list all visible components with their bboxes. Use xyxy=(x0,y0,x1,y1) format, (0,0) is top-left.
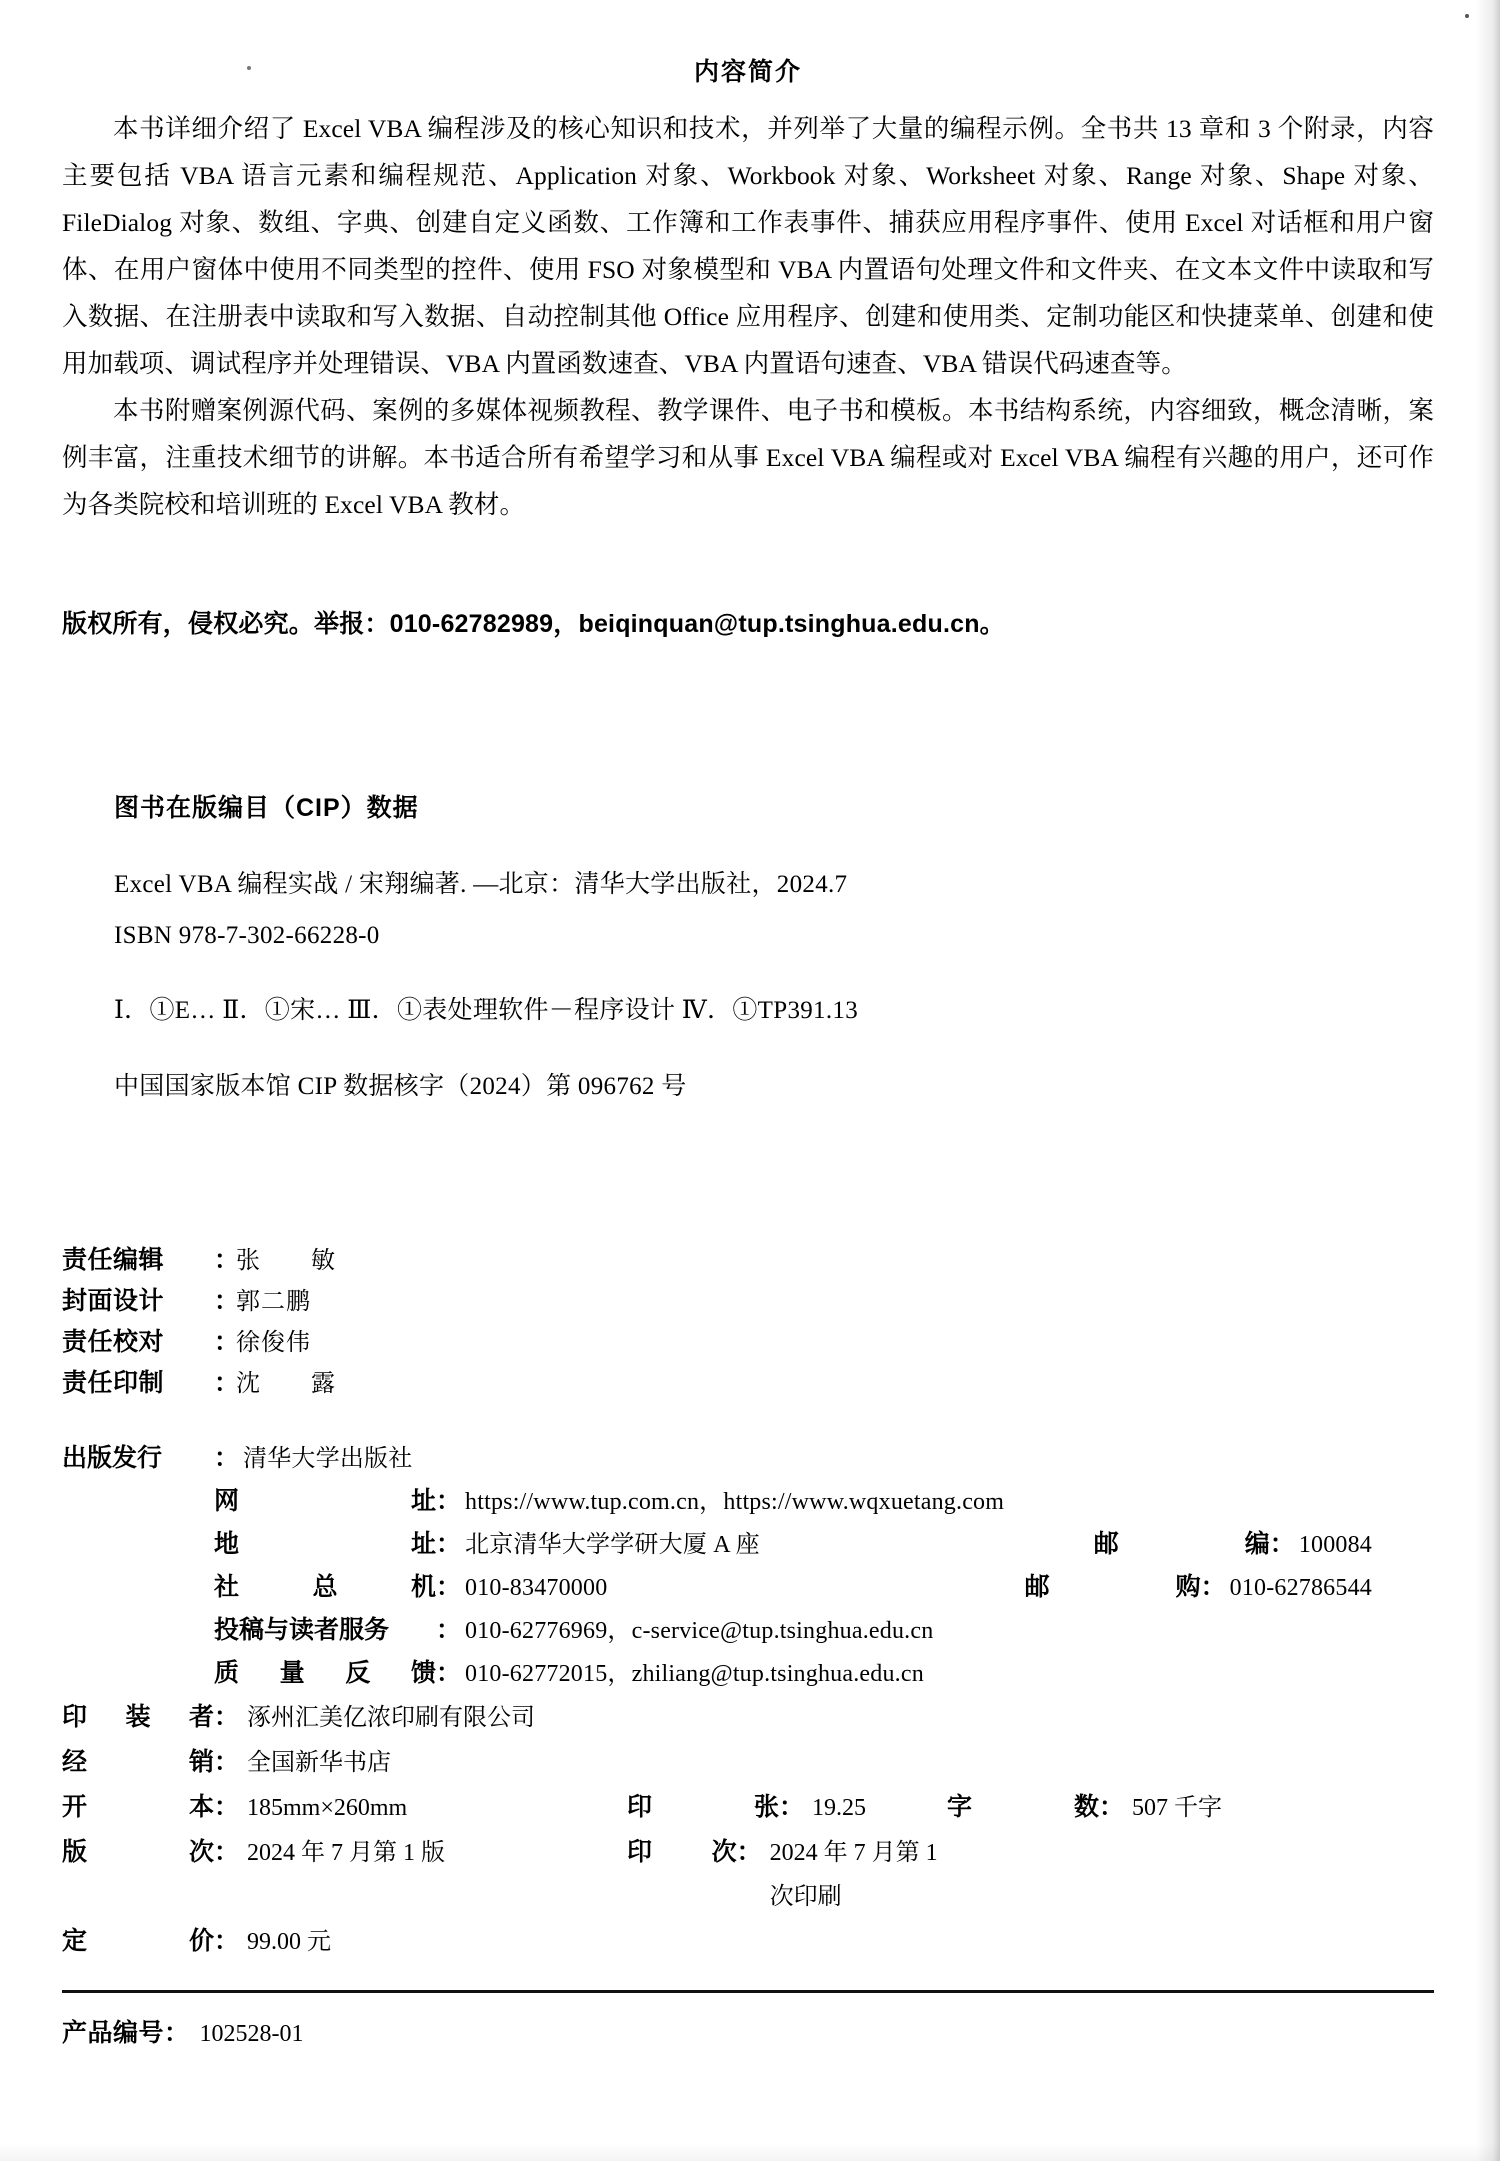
publisher-label-purchase xyxy=(1025,1566,1201,1608)
publisher-value-publish: 清华大学出版社 xyxy=(243,1445,413,1472)
publisher-row-switchboard xyxy=(62,1566,1434,1609)
product-number-row xyxy=(62,2013,1434,2054)
spec-colon-words: ： xyxy=(1099,1793,1125,1821)
spec-value-impression: 2024 年 7 月第 1 次印刷 xyxy=(769,1840,938,1910)
page-content xyxy=(62,0,1434,2054)
publisher-label-quality-d: 馈 xyxy=(410,1659,436,1687)
publisher-label-switchboard-c: 机 xyxy=(410,1573,436,1601)
intro-paragraph-1: 本书详细介绍了 Excel VBA 编程涉及的核心知识和技术，并列举了大量的编程示例。全书共 13 章和 3 个附录，内容主要包括 VBA 语言元素和编程规范、Application 对象、Workbook 对象、Worksheet 对象、Range 对象、Shape 对象、FileDialog 对象、数组、字典、创建自定义函数、工作簿和工作表事件、捕获应用程序事件、使用 Excel 对话框和用户窗体、在用户窗体中使用不同类型的控件、使用 FSO 对象模型和 VBA 内置语句处理文件和文件夹、在文本文件中读取和写入数据、在注册表中读取和写入数据、自动控制其他 Office 应用程序、创建和使用类、定制功能区和快捷菜单、创建和使用加载项、调试程序并处理错误、VBA 内置函数速查、VBA 内置语句速查、VBA 错误代码速查等。 xyxy=(62,114,1434,378)
publisher-value-switchboard: 010-83470000 xyxy=(465,1575,608,1601)
spec-label-sheets-b: 张 xyxy=(753,1793,779,1821)
spec-colon-printer: ： xyxy=(214,1703,240,1731)
publisher-label-quality-c: 反 xyxy=(345,1659,371,1687)
spec-printer-group xyxy=(62,1695,627,1740)
spec-words-group xyxy=(947,1785,1222,1830)
spec-format-group xyxy=(62,1785,627,1830)
product-number-label: 产品编号： xyxy=(62,2019,190,2047)
spec-label-price-b: 价 xyxy=(188,1927,214,1955)
spec-label-price xyxy=(62,1919,214,1963)
spec-label-printer-c: 者 xyxy=(188,1703,214,1731)
publisher-label-switchboard-b: 总 xyxy=(312,1573,338,1601)
spec-price-group xyxy=(62,1919,627,1964)
publisher-label-quality xyxy=(214,1652,436,1694)
publisher-row-address xyxy=(62,1523,1434,1566)
staff-credits xyxy=(62,1240,1434,1404)
spec-label-price-a: 定 xyxy=(62,1927,88,1955)
spec-row-format xyxy=(62,1785,1434,1830)
publisher-label-switchboard-a: 社 xyxy=(214,1573,240,1601)
spec-label-sheets xyxy=(627,1785,779,1829)
credit-value-production: 沈 露 xyxy=(236,1370,336,1397)
spec-sheets-group xyxy=(627,1785,947,1830)
credit-label-editor: 责任编辑 xyxy=(62,1246,165,1274)
spec-colon-edition: ： xyxy=(214,1838,240,1866)
publisher-value-address: 北京清华大学学研大厦 A 座 xyxy=(465,1532,760,1558)
spec-label-printer-a: 印 xyxy=(62,1703,88,1731)
publisher-value-website[interactable]: https://www.tup.com.cn，https://www.wqxuetang.com xyxy=(465,1489,1005,1515)
publisher-label-postcode xyxy=(1094,1523,1270,1565)
spec-label-words-a: 字 xyxy=(947,1793,973,1821)
cip-archive-line: 中国国家版本馆 CIP 数据核字（2024）第 096762 号 xyxy=(114,1073,687,1100)
spec-row-printer xyxy=(62,1695,1434,1740)
spec-label-impression-b: 次 xyxy=(711,1838,737,1866)
spec-label-format-b: 本 xyxy=(188,1793,214,1821)
publisher-colon-postcode: ： xyxy=(1269,1530,1295,1558)
publisher-label-quality-a: 质 xyxy=(214,1659,240,1687)
cip-classification-line: Ⅰ．①E… Ⅱ．①宋… Ⅲ．①表处理软件－程序设计 Ⅳ．①TP391.13 xyxy=(114,997,858,1024)
spec-label-impression xyxy=(627,1830,737,1874)
cip-title-line: Excel VBA 编程实战 / 宋翔编著. —北京：清华大学出版社，2024.7 xyxy=(114,871,848,898)
credit-row-cover-designer xyxy=(62,1281,1434,1322)
spec-label-format-a: 开 xyxy=(62,1793,88,1821)
publisher-colon-website: ： xyxy=(436,1487,462,1515)
spec-value-edition: 2024 年 7 月第 1 版 xyxy=(247,1840,446,1866)
spec-label-printer-b: 装 xyxy=(125,1703,151,1731)
credit-label-proofreader: 责任校对 xyxy=(62,1328,165,1356)
spec-row-edition xyxy=(62,1830,1434,1919)
credit-colon-editor: ： xyxy=(214,1246,240,1274)
cip-block xyxy=(62,788,1434,1102)
credit-row-editor xyxy=(62,1240,1434,1281)
credit-colon-production: ： xyxy=(214,1369,240,1397)
publisher-purchase-group xyxy=(1025,1566,1434,1609)
credit-label-cover-designer: 封面设计 xyxy=(62,1287,165,1315)
publisher-row-quality xyxy=(62,1652,1434,1695)
publisher-row-website xyxy=(62,1480,1434,1523)
spec-row-price xyxy=(62,1919,1434,1964)
spec-colon-sheets: ： xyxy=(779,1793,805,1821)
publisher-value-quality[interactable]: 010-62772015，zhiliang@tup.tsinghua.edu.cn xyxy=(465,1661,924,1687)
publisher-label-address xyxy=(214,1523,436,1565)
spec-value-printer: 涿州汇美亿浓印刷有限公司 xyxy=(247,1705,536,1731)
spec-label-distributor-a: 经 xyxy=(62,1748,88,1776)
spec-value-words: 507 千字 xyxy=(1132,1795,1223,1821)
spec-value-sheets: 19.25 xyxy=(812,1795,867,1821)
spec-label-edition-a: 版 xyxy=(62,1838,88,1866)
spec-label-edition xyxy=(62,1830,214,1874)
spec-label-printer xyxy=(62,1695,214,1739)
publisher-label-switchboard xyxy=(214,1566,436,1608)
publisher-label-service xyxy=(214,1609,436,1651)
credit-label-production: 责任印制 xyxy=(62,1369,165,1397)
publisher-colon-address: ： xyxy=(436,1530,462,1558)
spec-label-sheets-a: 印 xyxy=(627,1793,653,1821)
spec-impression-group xyxy=(627,1830,947,1919)
publisher-colon-publish: ： xyxy=(214,1444,240,1472)
publisher-label-publish-text: 出版发行 xyxy=(62,1444,163,1472)
scan-shadow-bottom xyxy=(0,2143,1500,2161)
publisher-label-quality-b: 量 xyxy=(279,1659,305,1687)
intro-paragraph-2: 本书附赠案例源代码、案例的多媒体视频教程、教学课件、电子书和模板。本书结构系统，内容细致，概念清晰，案例丰富，注重技术细节的讲解。本书适合所有希望学习和从事 Excel VBA 编程或对 Excel VBA 编程有兴趣的用户，还可作为各类院校和培训班的 Excel VBA 教材。 xyxy=(62,396,1434,519)
spec-row-distributor xyxy=(62,1740,1434,1785)
publisher-block xyxy=(62,1437,1434,1964)
publisher-label-address-a: 地 xyxy=(214,1530,240,1558)
spec-colon-distributor: ： xyxy=(214,1748,240,1776)
publisher-value-postcode: 100084 xyxy=(1298,1532,1372,1558)
credit-value-cover-designer: 郭二鹏 xyxy=(236,1288,311,1315)
credit-colon-proofreader: ： xyxy=(214,1328,240,1356)
publisher-row-publish xyxy=(62,1437,1434,1480)
credit-colon-cover-designer: ： xyxy=(214,1287,240,1315)
publisher-colon-quality: ： xyxy=(436,1659,462,1687)
spec-distributor-group xyxy=(62,1740,627,1785)
spec-label-impression-a: 印 xyxy=(627,1838,653,1866)
product-number-value: 102528-01 xyxy=(199,2021,304,2047)
credit-value-proofreader: 徐俊伟 xyxy=(236,1329,311,1356)
publisher-label-purchase-b: 购 xyxy=(1175,1573,1201,1601)
publisher-label-website-b: 址 xyxy=(410,1487,436,1515)
copyright-notice: 版权所有，侵权必究。举报：010-62782989，beiqinquan@tup.tsinghua.edu.cn。 xyxy=(62,610,1005,638)
credit-row-production xyxy=(62,1363,1434,1404)
spec-label-edition-b: 次 xyxy=(188,1838,214,1866)
scan-speck-top-right xyxy=(1465,14,1469,18)
publisher-label-website xyxy=(214,1480,436,1522)
publisher-colon-switchboard: ： xyxy=(436,1573,462,1601)
cip-heading: 图书在版编目（CIP）数据 xyxy=(114,794,419,822)
credit-value-editor: 张 敏 xyxy=(236,1247,336,1274)
publisher-label-purchase-a: 邮 xyxy=(1024,1573,1050,1601)
spec-label-distributor-b: 销 xyxy=(188,1748,214,1776)
publisher-label-website-a: 网 xyxy=(214,1487,240,1515)
horizontal-divider xyxy=(62,1990,1434,1993)
publisher-value-service[interactable]: 010-62776969，c-service@tup.tsinghua.edu.cn xyxy=(465,1618,934,1644)
content-summary-body xyxy=(62,105,1434,528)
credit-row-proofreader xyxy=(62,1322,1434,1363)
spec-value-distributor: 全国新华书店 xyxy=(247,1750,392,1776)
spec-value-price: 99.00 元 xyxy=(247,1929,332,1955)
publisher-row-service xyxy=(62,1609,1434,1652)
spec-edition-group xyxy=(62,1830,627,1875)
publisher-postcode-group xyxy=(1094,1523,1434,1566)
publisher-value-purchase: 010-62786544 xyxy=(1229,1575,1372,1601)
publisher-label-postcode-a: 邮 xyxy=(1093,1530,1119,1558)
spec-label-words xyxy=(947,1785,1099,1829)
spec-colon-impression: ： xyxy=(736,1838,762,1866)
publisher-colon-purchase: ： xyxy=(1200,1573,1226,1601)
publisher-label-service-text: 投稿与读者服务 xyxy=(214,1616,390,1644)
cip-isbn-line: ISBN 978-7-302-66228-0 xyxy=(114,922,380,949)
spec-colon-price: ： xyxy=(214,1927,240,1955)
publisher-label-address-b: 址 xyxy=(410,1530,436,1558)
scan-shadow-right xyxy=(1476,0,1500,2161)
spec-label-words-b: 数 xyxy=(1073,1793,1099,1821)
spec-value-format: 185mm×260mm xyxy=(247,1795,408,1821)
section-title-content-summary: 内容简介 xyxy=(693,58,802,86)
publisher-colon-service: ： xyxy=(436,1616,462,1644)
spec-label-distributor xyxy=(62,1740,214,1784)
publisher-label-publish xyxy=(62,1437,214,1479)
spec-label-format xyxy=(62,1785,214,1829)
spec-colon-format: ： xyxy=(214,1793,240,1821)
publisher-label-postcode-b: 编 xyxy=(1244,1530,1270,1558)
